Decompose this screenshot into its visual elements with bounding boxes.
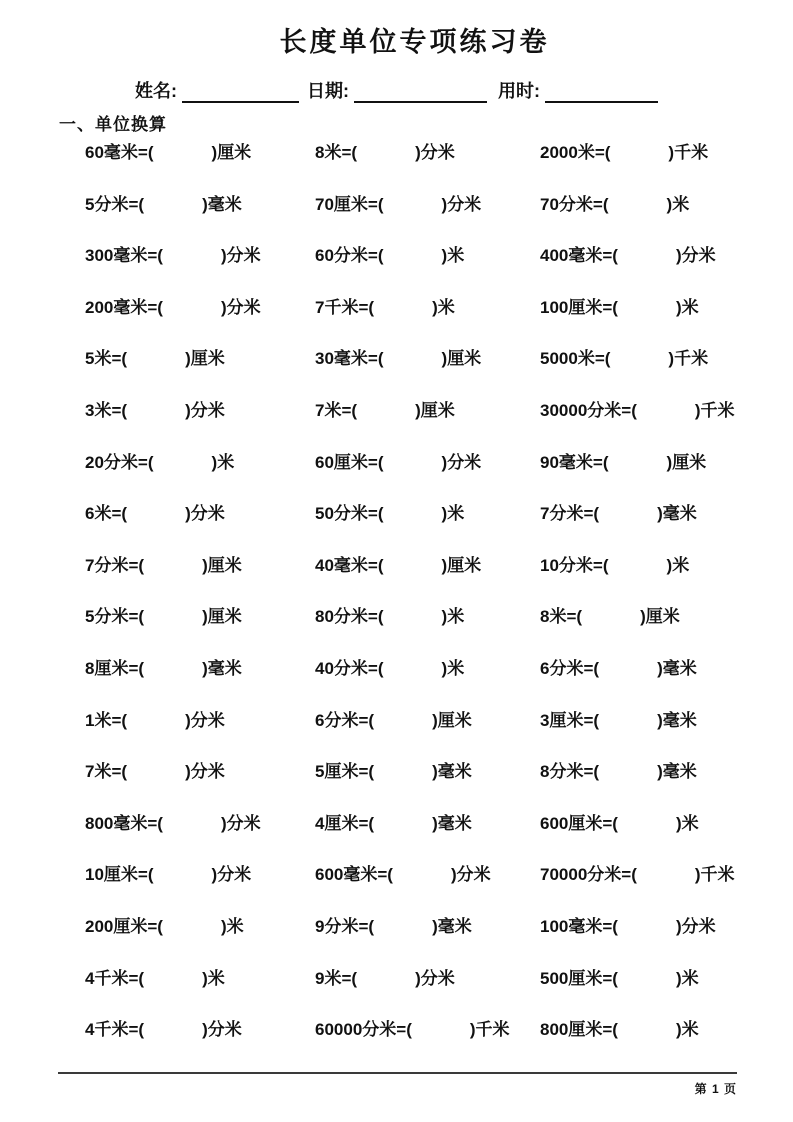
problem-lhs: 10分米 — [540, 555, 593, 575]
problem-lhs: 600厘米 — [540, 813, 603, 833]
close-paren: ) — [657, 762, 663, 782]
problem-rhs: 厘米 — [447, 349, 482, 369]
equals-open-paren: =( — [367, 349, 384, 369]
problem — [85, 343, 315, 395]
problem-lhs: 5米 — [85, 349, 112, 369]
problem — [540, 756, 755, 808]
close-paren: ) — [441, 555, 448, 575]
equals-open-paren: =( — [111, 349, 128, 369]
equals-open-paren: =( — [128, 968, 145, 988]
problem — [540, 808, 755, 860]
problem-rhs: 分米 — [447, 452, 482, 472]
problem-lhs: 5000米 — [540, 349, 595, 369]
problem-lhs: 70厘米 — [315, 194, 368, 214]
problem — [85, 859, 315, 911]
problem-lhs: 200厘米 — [85, 916, 148, 936]
close-paren: ) — [694, 865, 701, 885]
problem-rhs: 分米 — [681, 246, 716, 266]
problem — [85, 189, 315, 241]
close-paren: ) — [415, 968, 421, 988]
problem-rhs: 分米 — [447, 194, 482, 214]
close-paren: ) — [211, 865, 218, 885]
problem — [85, 911, 315, 963]
equals-open-paren: =( — [111, 400, 128, 420]
close-paren: ) — [202, 194, 208, 214]
equals-open-paren: =( — [602, 968, 618, 988]
problem-lhs: 6米 — [85, 504, 112, 524]
date-label: 日期: — [307, 81, 349, 101]
close-paren: ) — [220, 297, 227, 317]
problem — [315, 1014, 540, 1066]
problem-lhs: 3厘米 — [540, 710, 584, 730]
close-paren: ) — [450, 865, 457, 885]
equals-open-paren: =( — [377, 865, 393, 885]
problem — [315, 189, 540, 241]
problem-lhs: 5分米 — [85, 194, 129, 214]
equals-open-paren: =( — [111, 504, 128, 524]
problem — [315, 653, 540, 705]
equals-open-paren: =( — [621, 400, 637, 420]
equals-open-paren: =( — [602, 916, 618, 936]
equals-open-paren: =( — [128, 1020, 145, 1040]
date-blank-line — [354, 80, 487, 103]
problem-rhs: 毫米 — [662, 658, 697, 678]
close-paren: ) — [432, 762, 438, 782]
problem-lhs: 6分米 — [540, 658, 584, 678]
problem-lhs: 70分米 — [540, 194, 593, 214]
problem — [540, 963, 755, 1015]
close-paren: ) — [675, 246, 682, 266]
close-paren: ) — [668, 143, 675, 162]
close-paren: ) — [185, 349, 191, 369]
problem-rhs: 米 — [447, 504, 465, 524]
close-paren: ) — [432, 813, 438, 833]
problem-rhs: 米 — [681, 1020, 699, 1040]
close-paren: ) — [432, 916, 438, 936]
equals-open-paren: =( — [594, 349, 611, 369]
problem — [315, 137, 540, 189]
equals-open-paren: =( — [594, 143, 611, 162]
problem-lhs: 7分米 — [85, 555, 129, 575]
problem-lhs: 60分米 — [315, 246, 368, 266]
problem — [315, 292, 540, 344]
problem-rhs: 米 — [447, 246, 465, 266]
close-paren: ) — [220, 813, 227, 833]
problem-rhs: 米 — [672, 194, 690, 214]
problem-rhs: 千米 — [700, 865, 735, 885]
problem-rhs: 分米 — [226, 297, 261, 317]
problem-lhs: 30毫米 — [315, 349, 368, 369]
equals-open-paren: =( — [137, 143, 154, 162]
problem-lhs: 7米 — [85, 762, 112, 782]
problem-rhs: 毫米 — [207, 658, 242, 678]
problem-lhs: 500厘米 — [540, 968, 603, 988]
page-title: 长度单位专项练习卷 — [279, 27, 550, 57]
problem-lhs: 7千米 — [315, 297, 359, 317]
problem-rhs: 分米 — [190, 400, 225, 420]
problem-rhs: 米 — [681, 297, 699, 317]
problem-rhs: 分米 — [226, 246, 261, 266]
problem — [540, 601, 755, 653]
equals-open-paren: =( — [367, 658, 384, 678]
equals-open-paren: =( — [367, 246, 384, 266]
close-paren: ) — [211, 452, 218, 472]
equals-open-paren: =( — [592, 194, 609, 214]
problem — [315, 240, 540, 292]
equals-open-paren: =( — [111, 762, 128, 782]
problem — [540, 447, 755, 499]
problem-lhs: 3米 — [85, 400, 112, 420]
problem-rhs: 毫米 — [437, 813, 472, 833]
student-info-row — [135, 78, 658, 103]
close-paren: ) — [185, 504, 191, 524]
problem-lhs: 9分米 — [315, 916, 359, 936]
close-paren: ) — [675, 1020, 682, 1040]
close-paren: ) — [202, 658, 208, 678]
problem-rhs: 千米 — [700, 400, 735, 420]
problem — [540, 653, 755, 705]
problem-rhs: 厘米 — [672, 452, 707, 472]
problem-lhs: 1米 — [85, 710, 112, 730]
problem — [540, 343, 755, 395]
close-paren: ) — [675, 968, 682, 988]
problem-lhs: 8米 — [540, 607, 567, 627]
problem — [315, 911, 540, 963]
equals-open-paren: =( — [341, 400, 358, 420]
close-paren: ) — [415, 400, 421, 420]
equals-open-paren: =( — [602, 813, 618, 833]
problem — [85, 963, 315, 1015]
equals-open-paren: =( — [566, 607, 583, 627]
problem — [315, 550, 540, 602]
problem-rhs: 千米 — [674, 143, 709, 162]
close-paren: ) — [694, 400, 701, 420]
problem-lhs: 40毫米 — [315, 555, 368, 575]
problem-lhs: 200毫米 — [85, 297, 148, 317]
close-paren: ) — [469, 1020, 476, 1040]
equals-open-paren: =( — [592, 452, 609, 472]
close-paren: ) — [185, 400, 191, 420]
problem-rhs: 米 — [447, 607, 465, 627]
problems-grid — [85, 137, 755, 1066]
equals-open-paren: =( — [621, 865, 637, 885]
close-paren: ) — [675, 297, 682, 317]
equals-open-paren: =( — [367, 194, 384, 214]
problem-lhs: 100毫米 — [540, 916, 603, 936]
problem-lhs: 7分米 — [540, 504, 584, 524]
page-number: 第 1 页 — [694, 1082, 737, 1096]
problem — [315, 963, 540, 1015]
problem-rhs: 分米 — [207, 1020, 242, 1040]
close-paren: ) — [441, 194, 448, 214]
problem-lhs: 20分米 — [85, 452, 138, 472]
close-paren: ) — [432, 297, 438, 317]
equals-open-paren: =( — [147, 246, 163, 266]
equals-open-paren: =( — [137, 452, 154, 472]
problem — [540, 705, 755, 757]
close-paren: ) — [220, 916, 227, 936]
equals-open-paren: =( — [583, 710, 600, 730]
problem — [315, 343, 540, 395]
problem-rhs: 毫米 — [437, 916, 472, 936]
close-paren: ) — [441, 349, 448, 369]
problem-lhs: 60毫米 — [85, 143, 138, 162]
close-paren: ) — [657, 658, 663, 678]
close-paren: ) — [666, 555, 673, 575]
equals-open-paren: =( — [602, 1020, 618, 1040]
problem-rhs: 分米 — [681, 916, 716, 936]
problem-lhs: 30000分米 — [540, 400, 622, 420]
problem-rhs: 厘米 — [190, 349, 225, 369]
problem-lhs: 80分米 — [315, 607, 368, 627]
close-paren: ) — [202, 607, 208, 627]
problem — [540, 240, 755, 292]
problem-lhs: 800厘米 — [540, 1020, 603, 1040]
equals-open-paren: =( — [128, 658, 145, 678]
problem-rhs: 分米 — [420, 968, 455, 988]
problem-rhs: 米 — [672, 555, 690, 575]
problem-lhs: 8分米 — [540, 762, 584, 782]
footer-divider — [58, 1072, 737, 1074]
problem — [315, 808, 540, 860]
problem — [540, 911, 755, 963]
equals-open-paren: =( — [602, 246, 618, 266]
close-paren: ) — [202, 968, 208, 988]
problem-rhs: 米 — [226, 916, 244, 936]
problem-rhs: 米 — [681, 813, 699, 833]
name-blank-line — [182, 80, 299, 103]
problem — [540, 189, 755, 241]
problem-lhs: 70000分米 — [540, 865, 622, 885]
problem-rhs: 分米 — [226, 813, 261, 833]
problem — [85, 447, 315, 499]
problem — [85, 550, 315, 602]
problem — [85, 1014, 315, 1066]
problem — [315, 498, 540, 550]
problem-rhs: 毫米 — [662, 710, 697, 730]
equals-open-paren: =( — [367, 452, 384, 472]
problem-lhs: 600毫米 — [315, 865, 378, 885]
equals-open-paren: =( — [358, 762, 375, 782]
close-paren: ) — [666, 452, 673, 472]
problem-rhs: 分米 — [190, 710, 225, 730]
equals-open-paren: =( — [358, 813, 375, 833]
close-paren: ) — [657, 710, 663, 730]
problem-lhs: 60厘米 — [315, 452, 368, 472]
problem-rhs: 米 — [207, 968, 225, 988]
equals-open-paren: =( — [583, 658, 600, 678]
equals-open-paren: =( — [128, 194, 145, 214]
equals-open-paren: =( — [128, 607, 145, 627]
close-paren: ) — [668, 349, 675, 369]
problem-rhs: 米 — [447, 658, 465, 678]
equals-open-paren: =( — [341, 968, 358, 988]
equals-open-paren: =( — [128, 555, 145, 575]
close-paren: ) — [666, 194, 673, 214]
close-paren: ) — [185, 710, 191, 730]
equals-open-paren: =( — [147, 916, 163, 936]
problem — [85, 653, 315, 705]
problem-rhs: 分米 — [217, 865, 252, 885]
time-label: 用时: — [498, 81, 540, 101]
equals-open-paren: =( — [367, 555, 384, 575]
problem-rhs: 厘米 — [217, 143, 252, 162]
problem — [85, 756, 315, 808]
problem-rhs: 厘米 — [207, 607, 242, 627]
close-paren: ) — [185, 762, 191, 782]
equals-open-paren: =( — [358, 916, 375, 936]
problem-lhs: 40分米 — [315, 658, 368, 678]
problem — [85, 705, 315, 757]
problem-rhs: 米 — [437, 297, 455, 317]
problem-rhs: 分米 — [456, 865, 491, 885]
problem — [85, 137, 315, 189]
time-blank-line — [545, 80, 658, 103]
equals-open-paren: =( — [111, 710, 128, 730]
equals-open-paren: =( — [592, 555, 609, 575]
close-paren: ) — [675, 813, 682, 833]
equals-open-paren: =( — [602, 297, 618, 317]
problem — [315, 705, 540, 757]
equals-open-paren: =( — [147, 297, 163, 317]
problem-rhs: 千米 — [475, 1020, 510, 1040]
equals-open-paren: =( — [358, 710, 375, 730]
close-paren: ) — [415, 143, 421, 162]
problem — [540, 859, 755, 911]
problem-rhs: 千米 — [674, 349, 709, 369]
problem-lhs: 4千米 — [85, 1020, 129, 1040]
problem — [85, 498, 315, 550]
problem — [540, 292, 755, 344]
close-paren: ) — [441, 658, 448, 678]
problem — [540, 550, 755, 602]
problem-rhs: 毫米 — [662, 762, 697, 782]
problem — [85, 395, 315, 447]
problem — [315, 447, 540, 499]
problem-lhs: 4千米 — [85, 968, 129, 988]
problem — [540, 395, 755, 447]
equals-open-paren: =( — [358, 297, 375, 317]
problem-lhs: 60000分米 — [315, 1020, 397, 1040]
close-paren: ) — [211, 143, 218, 162]
close-paren: ) — [640, 607, 646, 627]
problem-lhs: 7米 — [315, 400, 342, 420]
problem-rhs: 毫米 — [437, 762, 472, 782]
close-paren: ) — [202, 555, 208, 575]
problem-rhs: 厘米 — [447, 555, 482, 575]
problem-rhs: 厘米 — [437, 710, 472, 730]
equals-open-paren: =( — [367, 607, 384, 627]
problem — [315, 395, 540, 447]
equals-open-paren: =( — [583, 504, 600, 524]
problem-rhs: 分米 — [190, 504, 225, 524]
problem-rhs: 厘米 — [207, 555, 242, 575]
close-paren: ) — [675, 916, 682, 936]
equals-open-paren: =( — [341, 143, 358, 162]
problem — [315, 859, 540, 911]
equals-open-paren: =( — [396, 1020, 412, 1040]
equals-open-paren: =( — [583, 762, 600, 782]
close-paren: ) — [432, 710, 438, 730]
close-paren: ) — [202, 1020, 208, 1040]
problem-lhs: 10厘米 — [85, 865, 138, 885]
problem-rhs: 毫米 — [207, 194, 242, 214]
problem — [315, 756, 540, 808]
problem-lhs: 8米 — [315, 143, 342, 162]
problem-lhs: 9米 — [315, 968, 342, 988]
problem-lhs: 8厘米 — [85, 658, 129, 678]
section-title: 一、单位换算 — [59, 115, 167, 134]
close-paren: ) — [441, 504, 448, 524]
close-paren: ) — [441, 452, 448, 472]
problem — [85, 240, 315, 292]
problem-rhs: 分米 — [420, 143, 455, 162]
problem-lhs: 5厘米 — [315, 762, 359, 782]
problem-rhs: 厘米 — [645, 607, 680, 627]
close-paren: ) — [220, 246, 227, 266]
problem-lhs: 4厘米 — [315, 813, 359, 833]
problem — [315, 601, 540, 653]
close-paren: ) — [441, 607, 448, 627]
close-paren: ) — [441, 246, 448, 266]
problem — [85, 808, 315, 860]
problem-rhs: 米 — [681, 968, 699, 988]
problem-lhs: 400毫米 — [540, 246, 603, 266]
problem-lhs: 90毫米 — [540, 452, 593, 472]
problem-lhs: 100厘米 — [540, 297, 603, 317]
problem-lhs: 50分米 — [315, 504, 368, 524]
problem-lhs: 2000米 — [540, 143, 595, 162]
problem — [540, 1014, 755, 1066]
problem-lhs: 300毫米 — [85, 246, 148, 266]
problem-lhs: 800毫米 — [85, 813, 148, 833]
problem-rhs: 米 — [217, 452, 235, 472]
close-paren: ) — [657, 504, 663, 524]
problem-rhs: 厘米 — [420, 400, 455, 420]
problem-rhs: 分米 — [190, 762, 225, 782]
problem-lhs: 6分米 — [315, 710, 359, 730]
problem-rhs: 毫米 — [662, 504, 697, 524]
problem — [85, 601, 315, 653]
problem — [540, 137, 755, 189]
name-label: 姓名: — [135, 81, 177, 101]
equals-open-paren: =( — [147, 813, 163, 833]
problem — [85, 292, 315, 344]
equals-open-paren: =( — [367, 504, 384, 524]
problem-lhs: 5分米 — [85, 607, 129, 627]
equals-open-paren: =( — [137, 865, 154, 885]
problem — [540, 498, 755, 550]
